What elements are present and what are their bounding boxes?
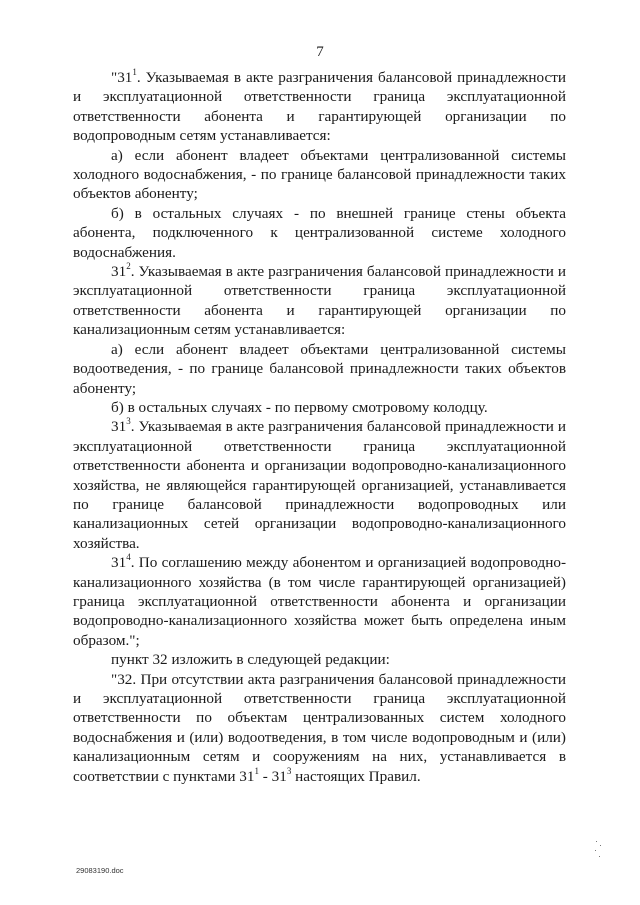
paragraph: б) в остальных случаях - по первому смотровому колодцу. bbox=[111, 398, 488, 416]
paragraph: а) если абонент владеет объектами централизованной системы водоотведения, - по границе балансовой принадлежности таких объектов абоненту; bbox=[73, 340, 566, 397]
document-body bbox=[73, 68, 566, 786]
paragraph: "32. При отсутствии акта разграничения балансовой принадлежности и эксплуатационной ответственности граница эксплуатационной ответственности по объектам централизованных систем холодного водоснабжения и (или) водоотведения, в том числе водопроводным и (или) канализационным сетям и сооружениям на них, устанавливается в соответствии с пунктами $31^1 - 31^3$ настоящих Правил. bbox=[73, 670, 566, 785]
scan-marks bbox=[594, 841, 604, 861]
paragraph: а) если абонент владеет объектами централизованной системы холодного водоснабжения, - по границе балансовой принадлежности таких объектов абоненту; bbox=[73, 146, 566, 203]
page-number: 7 bbox=[316, 44, 324, 60]
paragraph: пункт 32 изложить в следующей редакции: bbox=[111, 651, 390, 669]
footer-filename: 29083190.doc bbox=[76, 866, 124, 875]
paragraph: б) в остальных случаях - по внешней границе стены объекта абонента, подключенного к централизованной системе холодного водоснабжения. bbox=[73, 204, 566, 261]
paragraph: $31^3$. Указываемая в акте разграничения балансовой принадлежности и эксплуатационной ответственности граница эксплуатационной ответственности абонента и организации водопроводно-канализационного хозяйства, не являющейся гарантирующей организацией, устанавливается по границе балансовой принадлежности водопроводных или канализационных сетей организации водопроводно-канализационного хозяйства. bbox=[73, 416, 566, 552]
paragraph: "$31^1$. Указываемая в акте разграничения балансовой принадлежности и эксплуатационной ответственности граница эксплуатационной ответственности абонента и гарантирующей организации по водопроводным сетям устанавливается: bbox=[73, 66, 566, 145]
paragraph: $31^2$. Указываемая в акте разграничения балансовой принадлежности и эксплуатационной ответственности граница эксплуатационной ответственности абонента и гарантирующей организации по канализационным сетям устанавливается: bbox=[73, 261, 566, 339]
paragraph: $31^4$. По соглашению между абонентом и организацией водопроводно-канализационного хозяйства (в том числе гарантирующей организацией) граница эксплуатационной ответственности абонента и организации водопроводно-канализационного хозяйства может быть определена иным образом."; bbox=[73, 552, 566, 649]
